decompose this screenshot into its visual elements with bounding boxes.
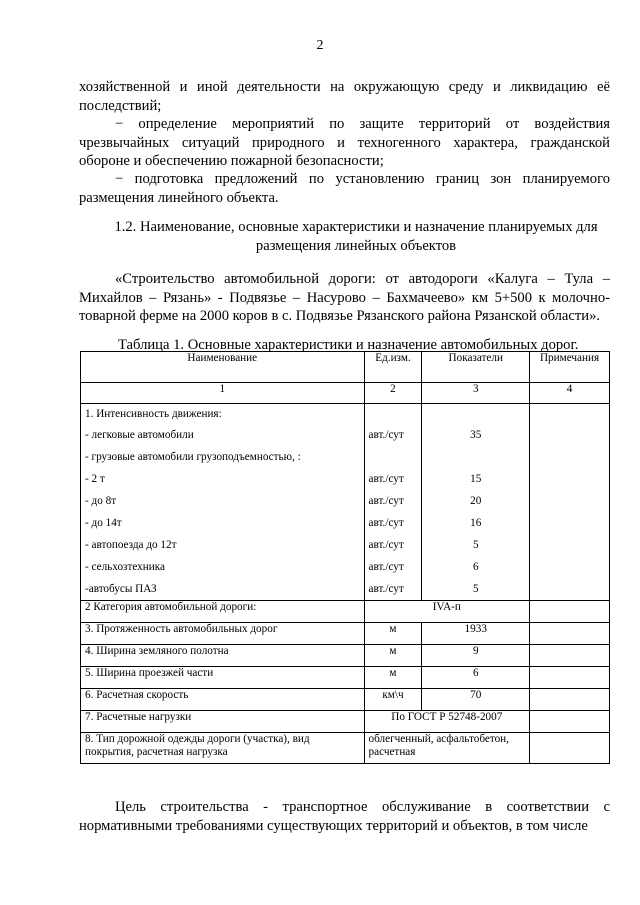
design-speed-row <box>81 689 610 711</box>
traffic-unit: авт./сут <box>368 429 404 441</box>
header-unit: Ед.изм. <box>364 352 422 383</box>
design-speed-unit: км\ч <box>364 689 422 711</box>
carriageway-width-row <box>81 667 610 689</box>
traffic-name: - до 14т <box>85 517 122 529</box>
traffic-value: 5 <box>472 583 479 595</box>
pavement-name: 8. Тип дорожной одежды дороги (участка), вид покрытия, расчетная нагрузка <box>81 733 365 764</box>
traffic-notes-cell <box>530 404 610 601</box>
traffic-unit: авт./сут <box>368 539 404 551</box>
length-row <box>81 623 610 645</box>
section-heading: 1.2. Наименование, основные характеристики и назначение планируемых для размещения линейных объектов <box>114 219 598 254</box>
carriageway-width-unit: м <box>364 667 422 689</box>
column-number: 4 <box>530 383 610 404</box>
traffic-name: - сельхозтехника <box>85 561 165 573</box>
design-loads-notes <box>530 711 610 733</box>
traffic-intensity-row <box>81 404 610 601</box>
traffic-unit: авт./сут <box>368 583 404 595</box>
traffic-name: - до 8т <box>85 495 117 507</box>
carriageway-width-notes <box>530 667 610 689</box>
characteristics-table <box>80 351 610 764</box>
traffic-unit: авт./сут <box>368 517 404 529</box>
length-notes <box>530 623 610 645</box>
traffic-value: 15 <box>470 473 482 485</box>
design-speed-name: 6. Расчетная скорость <box>81 689 365 711</box>
roadbed-width-value: 9 <box>422 645 530 667</box>
design-speed-value: 70 <box>422 689 530 711</box>
table-caption: Таблица 1. Основные характеристики и назначение автомобильных дорог. <box>118 337 579 353</box>
roadbed-width-row <box>81 645 610 667</box>
traffic-values-cell <box>422 404 530 601</box>
carriageway-width-value: 6 <box>422 667 530 689</box>
length-name: 3. Протяженность автомобильных дорог <box>81 623 365 645</box>
page-number: 2 <box>316 38 324 53</box>
intro-paragraph-1: хозяйственной и иной деятельности на окружающую среду и ликвидацию её последствий; <box>79 79 610 114</box>
traffic-units-cell <box>364 404 422 601</box>
traffic-name: - грузовые автомобили грузоподъемностью, : <box>85 451 301 463</box>
traffic-value: 5 <box>472 539 479 551</box>
column-numbers-row <box>81 383 610 404</box>
category-row <box>81 601 610 623</box>
category-value: IVA-п <box>364 601 530 623</box>
traffic-value <box>426 404 525 424</box>
traffic-value: 35 <box>470 429 482 441</box>
design-speed-notes <box>530 689 610 711</box>
traffic-value: 6 <box>472 561 479 573</box>
closing-paragraph: Цель строительства - транспортное обслуживание в соответствии с нормативными требованиями существующих территорий и объектов, в том числе <box>79 799 610 834</box>
header-notes: Примечания <box>530 352 610 383</box>
carriageway-width-name: 5. Ширина проезжей части <box>81 667 365 689</box>
column-number: 2 <box>364 383 422 404</box>
table-header-row <box>81 352 610 383</box>
traffic-unit: авт./сут <box>368 495 404 507</box>
roadbed-width-name: 4. Ширина земляного полотна <box>81 645 365 667</box>
pavement-value: облегченный, асфальтобетон, расчетная <box>364 733 530 764</box>
traffic-value: 16 <box>470 517 482 529</box>
traffic-name: - автопоезда до 12т <box>85 539 177 551</box>
pavement-row <box>81 733 610 764</box>
design-loads-name: 7. Расчетные нагрузки <box>81 711 365 733</box>
project-title: «Строительство автомобильной дороги: от автодороги «Калуга – Тула – Михайлов – Рязань» - Подвязье – Насурово – Бахмачеево» км 5+500 к молочно-товарной ферме на 2000 коров в с. Подвязье Рязанского района Рязанской области». <box>79 271 610 324</box>
design-loads-row <box>81 711 610 733</box>
design-loads-value: По ГОСТ Р 52748-2007 <box>364 711 530 733</box>
pavement-notes <box>530 733 610 764</box>
traffic-unit <box>369 446 418 468</box>
traffic-names-cell <box>81 404 365 601</box>
column-number: 3 <box>422 383 530 404</box>
length-unit: м <box>364 623 422 645</box>
header-value: Показатели <box>422 352 530 383</box>
traffic-unit: авт./сут <box>368 473 404 485</box>
intro-paragraph-3: − подготовка предложений по установлению границ зон планируемого размещения линейного объекта. <box>79 171 610 206</box>
traffic-name: - 2 т <box>85 473 105 485</box>
header-name: Наименование <box>81 352 365 383</box>
traffic-name: 1. Интенсивность движения: <box>85 408 222 420</box>
traffic-name: -автобусы ПАЗ <box>85 583 157 595</box>
traffic-unit <box>369 404 418 424</box>
intro-paragraph-2: − определение мероприятий по защите территорий от воздействия чрезвычайных ситуаций природного и техногенного характера, гражданской обороне и обеспечению пожарной безопасности; <box>79 116 610 169</box>
traffic-unit: авт./сут <box>368 561 404 573</box>
traffic-name: - легковые автомобили <box>85 429 194 441</box>
traffic-value <box>426 446 525 468</box>
roadbed-width-unit: м <box>364 645 422 667</box>
length-value: 1933 <box>422 623 530 645</box>
category-notes <box>530 601 610 623</box>
column-number: 1 <box>81 383 365 404</box>
category-name: 2 Категория автомобильной дороги: <box>81 601 365 623</box>
roadbed-width-notes <box>530 645 610 667</box>
traffic-value: 20 <box>470 495 482 507</box>
